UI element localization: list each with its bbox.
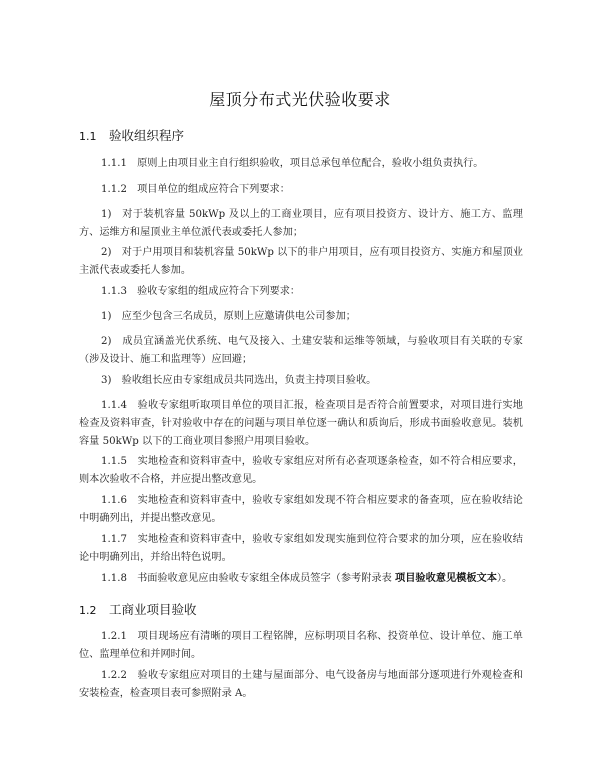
paragraph-1-1-8-text: 1.1.8 书面验收意见应由验收专家组全体成员签字（参考附录表 <box>101 573 396 584</box>
paragraph-1-1-8 <box>79 570 523 588</box>
paragraph-1-1-8-end: ）。 <box>496 573 513 584</box>
paragraph-1-1-7: 1.1.7 实地检查和资料审查中，验收专家组如发现实施到位符合要求的加分项，应在验收结论中明确列出，并给出特色说明。 <box>79 534 523 563</box>
paragraph-1-1-5: 1.1.5 实地检查和资料审查中，验收专家组应对所有必查项逐条检查，如不符合相应要求，则本次验收不合格，并应提出整改意见。 <box>79 456 523 485</box>
section-number: 1.2 <box>79 604 97 617</box>
paragraph-1-1-4: 1.1.4 验收专家组听取项目单位的项目汇报，检查项目是否符合前置要求，对项目进行实地检查及资料审查，针对验收中存在的问题与项目单位逐一确认和质询后，形成书面验收意见。装机容量 50kWp 以下的工商业项目参照户用项目验收。 <box>79 400 523 447</box>
document-title: 屋顶分布式光伏验收要求 <box>209 90 391 109</box>
paragraph-1-2-1: 1.2.1 项目现场应有清晰的项目工程铭牌，应标明项目名称、投资单位、设计单位、施工单位、监理单位和并网时间。 <box>79 631 523 660</box>
paragraph-1-1-2: 1.1.2 项目单位的组成应符合下列要求： <box>101 184 290 195</box>
list-item-1-1-3-b: 2) 成员宜涵盖光伏系统、电气及接入、土建安装和运维等领域，与验收项目有关联的专家（涉及设计、施工和监理等）应回避； <box>79 336 523 365</box>
section-number: 1.1 <box>79 130 97 143</box>
paragraph-1-1-6: 1.1.6 实地检查和资料审查中，验收专家组如发现不符合相应要求的备查项，应在验收结论中明确列出，并提出整改意见。 <box>79 495 523 524</box>
list-item-1-1-3-a: 1) 应至少包含三名成员，原则上应邀请供电公司参加； <box>101 311 356 322</box>
section-title: 工商业项目验收 <box>109 602 197 617</box>
section-title: 验收组织程序 <box>109 128 185 143</box>
appendix-reference: 项目验收意见模板文本 <box>395 573 497 584</box>
section-heading-1-2 <box>79 602 197 619</box>
list-item-1-1-2-a: 1) 对于装机容量 50kWp 及以上的工商业项目，应有项目投资方、设计方、施工方、监理方、运维方和屋顶业主单位派代表或委托人参加； <box>79 209 523 238</box>
paragraph-1-2-2: 1.2.2 验收专家组应对项目的土建与屋面部分、电气设备房与地面部分逐项进行外观检查和安装检查，检查项目表可参照附录 A。 <box>79 670 523 699</box>
paragraph-1-1-3: 1.1.3 验收专家组的组成应符合下列要求： <box>101 286 301 297</box>
list-item-1-1-3-c: 3) 验收组长应由专家组成员共同选出，负责主持项目验收。 <box>101 375 377 386</box>
section-heading-1-1 <box>79 128 184 145</box>
list-item-1-1-2-b: 2) 对于户用项目和装机容量 50kWp 以下的非户用项目，应有项目投资方、实施方和屋顶业主派代表或委托人参加。 <box>79 247 523 276</box>
paragraph-1-1-1: 1.1.1 原则上由项目业主自行组织验收，项目总承包单位配合，验收小组负责执行。 <box>101 158 484 169</box>
